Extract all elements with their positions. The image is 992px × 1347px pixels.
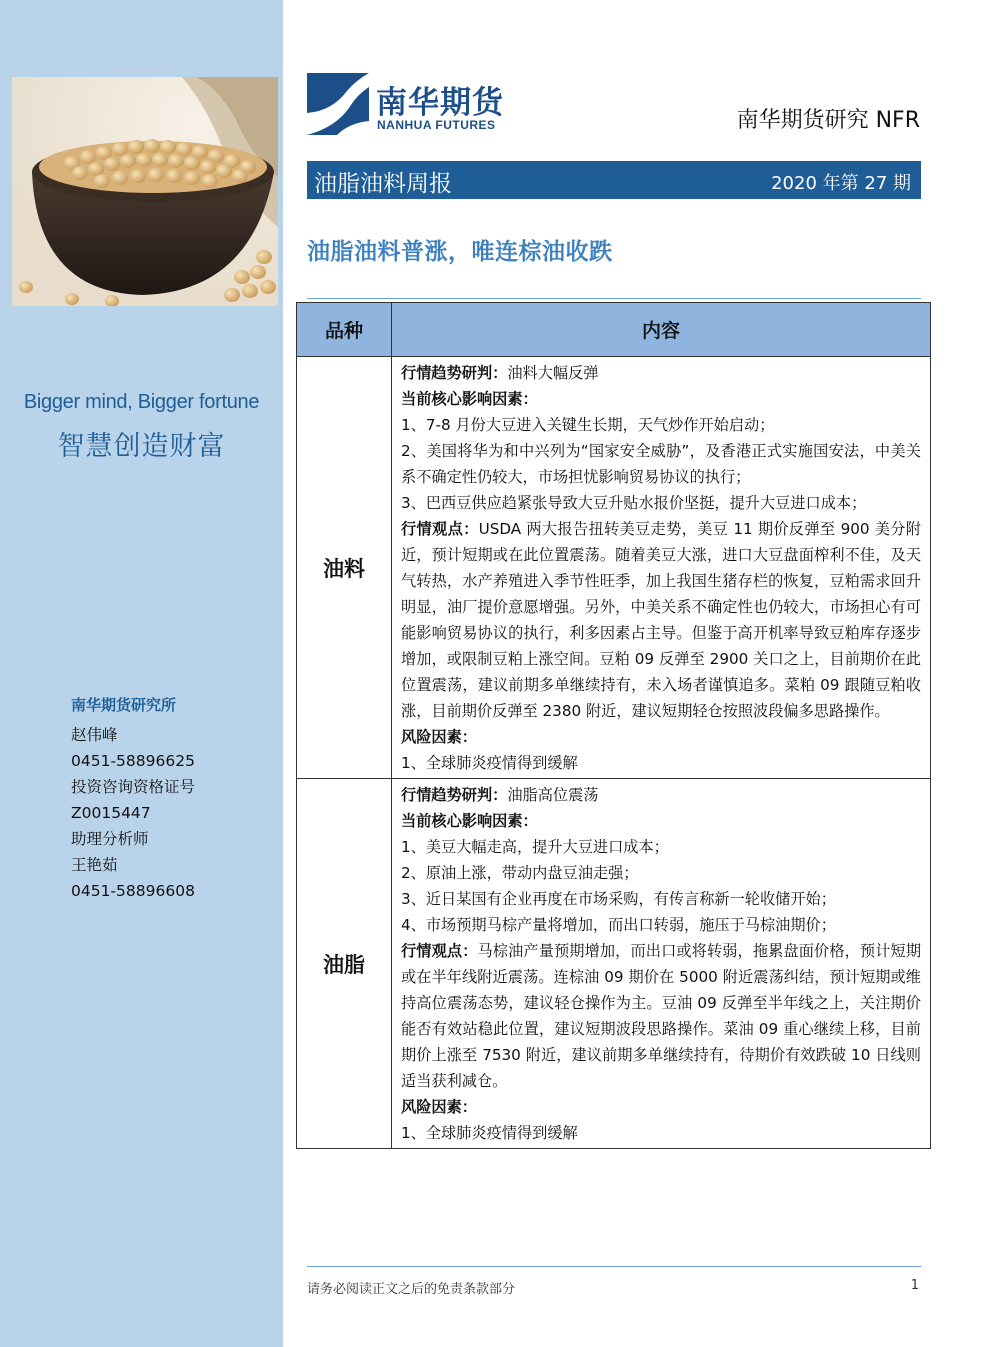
soybean-bowl-photo	[12, 77, 278, 306]
factors-label: 当前核心影响因素：	[401, 812, 538, 830]
report-headline: 油脂油料普涨，唯连棕油收跌	[307, 239, 613, 265]
factors-label: 当前核心影响因素：	[401, 390, 538, 408]
contact-line: 0451-58896625	[71, 752, 195, 770]
company-logo	[307, 73, 537, 135]
slogan-english: Bigger mind, Bigger fortune	[23, 391, 260, 413]
row-category: 油料	[297, 357, 392, 779]
risk-label: 风险因素：	[401, 1098, 477, 1116]
footer-disclaimer: 请务必阅读正文之后的免责条款部分	[307, 1282, 516, 1297]
contact-line: 助理分析师	[71, 830, 149, 848]
row-content	[392, 779, 931, 1149]
factor-item: 1、7-8 月份大豆进入关键生长期，天气炒作开始启动；	[401, 416, 775, 434]
trend-label: 行情趋势研判：	[401, 786, 508, 804]
trend-label: 行情趋势研判：	[401, 364, 508, 382]
view-label: 行情观点：	[401, 942, 478, 960]
factor-item: 3、巴西豆供应趋紧张导致大豆升贴水报价坚挺，提升大豆进口成本；	[401, 494, 867, 512]
factor-item: 4、市场预期马棕产量将增加，而出口转弱，施压于马棕油期价；	[401, 916, 836, 934]
trend-value: 油脂高位震荡	[507, 786, 599, 804]
sidebar	[0, 0, 283, 1347]
trend-value: 油料大幅反弹	[507, 364, 599, 382]
view-paragraph	[401, 938, 921, 1094]
logo-mark-icon	[307, 73, 369, 135]
report-issue: 2020 年第 27 期	[771, 173, 911, 194]
table-row	[297, 779, 931, 1149]
factor-item: 1、美豆大幅走高，提升大豆进口成本；	[401, 838, 669, 856]
view-text: USDA 两大报告扭转美豆走势，美豆 11 期价反弹至 900 美分附近，预计短期或在此位置震荡。随着美豆大涨，进口大豆盘面榨利不佳，及天气转热，水产养殖进入季节性旺季，加上我国生猪存栏的恢复，豆粕需求回升明显，油厂提价意愿增强。另外，中美关系不确定性也仍较大，市场担心有可能影响贸易协议的执行，利多因素占主导。但鉴于高开机率导致豆粕库存逐步增加，或限制豆粕上涨空间。豆粕 09 反弹至 2900 关口之上，目前期价在此位置震荡，建议前期多单继续持有，未入场者谨慎追多。菜粕 09 跟随豆粕收涨，目前期价反弹至 2380 附近，建议短期轻仓按照波段偏多思路操作。	[401, 520, 921, 720]
factor-item: 2、原油上涨，带动内盘豆油走强；	[401, 864, 639, 882]
commentary-table	[296, 302, 931, 1149]
contact-line: 投资咨询资格证号	[71, 778, 196, 796]
column-header-variety: 品种	[297, 303, 392, 357]
slogan-chinese: 智慧创造财富	[57, 431, 226, 462]
row-category: 油脂	[297, 779, 392, 1149]
contact-line: 0451-58896608	[71, 882, 195, 900]
risk-label: 风险因素：	[401, 728, 477, 746]
table-row	[297, 357, 931, 779]
contact-line: 赵伟峰	[71, 726, 118, 744]
column-header-content: 内容	[392, 303, 931, 357]
view-text: 马棕油产量预期增加，而出口或将转弱，拖累盘面价格，预计短期或在半年线附近震荡。连棕油 09 期价在 5000 附近震荡纠结，预计短期或维持高位震荡态势，建议轻仓操作为主。豆油 09 反弹至半年线之上，关注期价能否有效站稳此位置，建议短期波段思路操作。菜油 09 重心继续上移，目前期价上涨至 7530 附近，建议前期多单继续持有，待期价有效跌破 10 日线则适当获利减仓。	[401, 942, 922, 1090]
contact-line: Z0015447	[71, 804, 151, 822]
view-paragraph	[401, 516, 921, 724]
table-header-row	[297, 303, 931, 357]
soybean-bowl-image	[12, 77, 278, 306]
row-content	[392, 357, 931, 779]
logo-english-name: NANHUA FUTURES	[377, 118, 496, 132]
research-label: 南华期货研究 NFR	[736, 108, 920, 133]
risk-item: 1、全球肺炎疫情得到缓解	[401, 1124, 578, 1142]
view-label: 行情观点：	[401, 520, 479, 538]
contact-line: 王艳茹	[71, 856, 118, 874]
risk-item: 1、全球肺炎疫情得到缓解	[401, 754, 578, 772]
logo-chinese-name: 南华期货	[376, 85, 504, 121]
footer-divider	[307, 1266, 921, 1267]
research-institute-name: 南华期货研究所	[71, 696, 177, 714]
report-title-bar	[307, 161, 921, 199]
factor-item: 2、美国将华为和中兴列为“国家安全威胁”，及香港正式实施国安法，中美关系不确定性仍较大，市场担忧影响贸易协议的执行；	[401, 442, 921, 486]
trend-line	[401, 360, 921, 386]
trend-line	[401, 782, 921, 808]
report-title: 油脂油料周报	[314, 171, 452, 197]
divider	[307, 298, 921, 299]
page-number: 1	[910, 1278, 919, 1293]
analyst-contact	[71, 692, 195, 904]
factor-item: 3、近日某国有企业再度在市场采购，有传言称新一轮收储开始；	[401, 890, 836, 908]
